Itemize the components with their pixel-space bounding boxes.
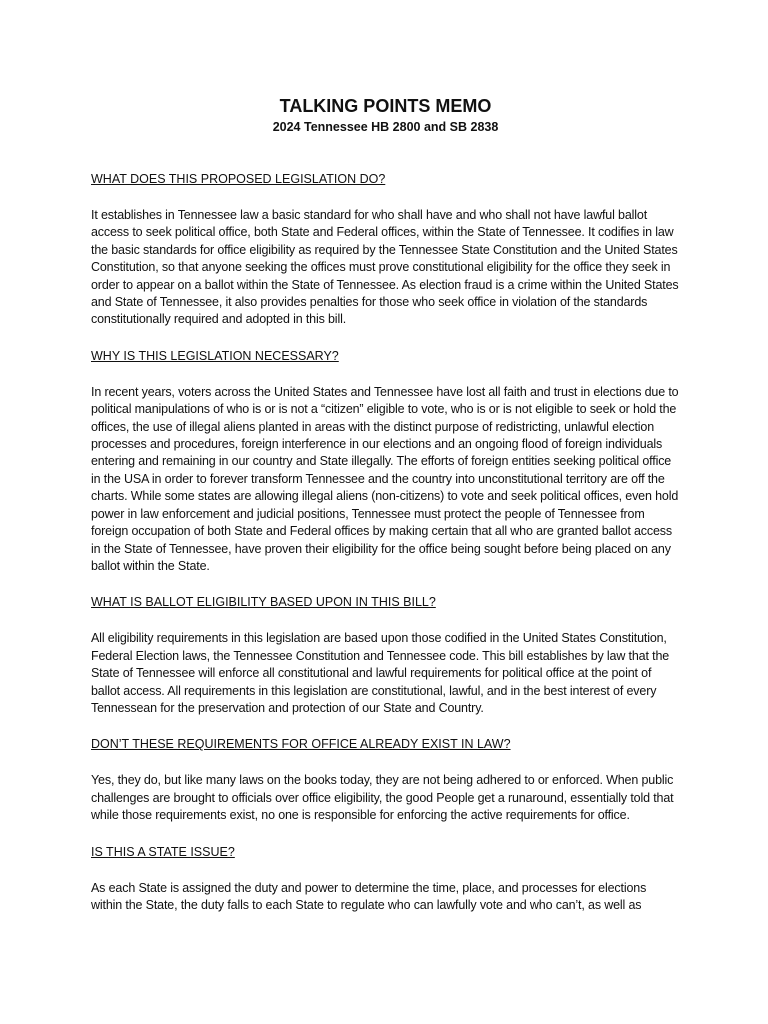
section-body: It establishes in Tennessee law a basic standard for who shall have and who shall not have lawful ballot access to seek political office, both State and Federal offices, within the State of Tennessee. It codifies in law the basic standards for office eligibility as required by the Tennessee State Constitution and the United States Constitution, so that anyone seeking the offices must prove constitutional eligibility for the office they seek in order to appear on a ballot within the State of Tennessee. As election fraud is a crime within the United States and State of Tennessee, it also provides penalties for those who seek office in violation of the standards constitutionally required and adopted in this bill. [91, 208, 679, 327]
section-heading: DON’T THESE REQUIREMENTS FOR OFFICE ALREADY EXIST IN LAW? [91, 737, 511, 752]
section-body: As each State is assigned the duty and power to determine the time, place, and processes for elections within the State, the duty falls to each State to regulate who can lawfully vote and who can’t, as well as [91, 880, 647, 912]
section-already-exist [91, 736, 680, 824]
section-body: All eligibility requirements in this legislation are based upon those codified in the United States Constitution, Federal Election laws, the Tennessee Constitution and Tennessee code. This bill establishes by law that the State of Tennessee will enforce all constitutional and lawful requirements for political office at the point of ballot access. All requirements in this legislation are constitutional, lawful, and in the best interest of every Tennessean for the preservation and protection of our State and Country. [91, 631, 670, 715]
memo-subtitle: 2024 Tennessee HB 2800 and SB 2838 [272, 120, 499, 134]
section-state-issue [91, 844, 680, 915]
section-eligibility-basis [91, 594, 680, 717]
section-heading: WHAT DOES THIS PROPOSED LEGISLATION DO? [91, 172, 386, 186]
section-what-does [91, 171, 680, 329]
section-body: In recent years, voters across the United States and Tennessee have lost all faith and trust in elections due to political manipulations of who is or is not a “citizen” eligible to vote, who is or is not eligible to seek or hold the offices, the use of illegal aliens planted in areas with the distinct purpose of redistricting, unlawful election processes and procedures, foreign interference in our elections and an ongoing flood of foreign individuals entering and remaining in our country and State illegally. The efforts of foreign entities seeking political office in the USA in order to forever transform Tennessee and the country into unconstitutional territory are off the charts. While some states are allowing illegal aliens (non-citizens) to vote and seek political offices, even hold power in law enforcement and judicial positions, Tennessee must protect the people of Tennessee from foreign occupation of both State and Federal offices by making certain that all who are granted ballot access in the State of Tennessee, have proven their eligibility for the office being sought before being placed on any ballot within the State. [91, 384, 679, 573]
memo-title: TALKING POINTS MEMO [279, 96, 492, 116]
section-heading: IS THIS A STATE ISSUE? [91, 844, 235, 859]
section-heading: WHAT IS BALLOT ELIGIBILITY BASED UPON IN THIS BILL? [91, 595, 436, 610]
section-why-necessary [91, 348, 680, 575]
section-body: Yes, they do, but like many laws on the books today, they are not being adhered to or enforced. When public challenges are brought to officials over office eligibility, the good People get a runaround, essentially told that while those requirements exist, no one is responsible for enforcing the active requirements for office. [91, 773, 674, 823]
section-heading: WHY IS THIS LEGISLATION NECESSARY? [91, 348, 339, 363]
